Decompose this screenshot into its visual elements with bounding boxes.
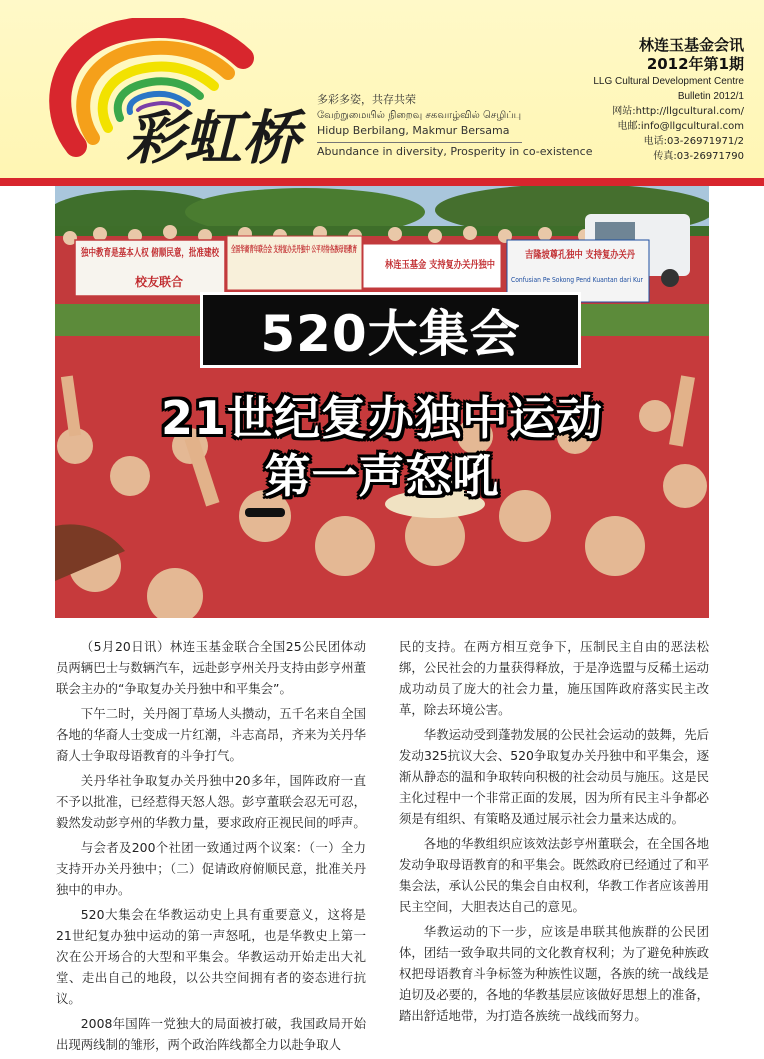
article-column-right xyxy=(399,636,709,1030)
tagline-chinese: 多彩多姿，共存共荣 xyxy=(317,93,416,106)
headline: 520大集会 xyxy=(260,305,521,363)
article-column-left xyxy=(56,636,366,1059)
publication-info xyxy=(593,36,744,164)
phone-number: 电话:03-26971971/2 xyxy=(643,136,744,147)
paragraph: 2008年国阵一党独大的局面被打破，我国政局开始出现两线制的雏形，两个政治阵线都全力以赴争取人 xyxy=(56,1016,366,1052)
paragraph: 与会者及200个社团一致通过两个议案：（一）全力支持开办关丹独中；（二）促请政府俯顺民意，批准关丹独中的申办。 xyxy=(56,840,366,897)
paragraph: 华教运动受到蓬勃发展的公民社会运动的鼓舞，先后发动325抗议大会、520争取复办关丹独中和平集会，逐渐从静态的温和争取转向积极的社会动员与施压。这是民主化过程中一个非常正面的发展，因为所有民主斗争都必须是有组织、有策略及通过展示社会力量来达成的。 xyxy=(399,727,709,826)
tagline-tamil: வேற்றுமையில் நிறைவு சகவாழ்வில் செழிப்பு xyxy=(317,109,522,121)
issue-number: 2012年第1期 xyxy=(646,55,744,73)
website-link[interactable]: 网站:http://llgcultural.com/ xyxy=(612,106,744,117)
headline-box xyxy=(200,292,581,368)
paragraph: 关丹华社争取复办关丹独中20多年，国阵政府一直不予以批准，已经惹得天怒人怨。彭亨董联会忍无可忍，毅然发动彭亨州的华教力量，要求政府正视民间的呼声。 xyxy=(56,773,366,830)
logo-text: 彩虹桥 xyxy=(126,104,301,172)
tagline-malay: Hidup Berbilang, Makmur Bersama xyxy=(317,124,510,137)
header-rule xyxy=(0,178,764,186)
banner-5: 吉隆坡尊孔独中 支持复办关丹 xyxy=(525,250,659,261)
fax-number: 传真:03-26971790 xyxy=(653,151,744,162)
tagline-divider xyxy=(317,142,522,143)
email-link[interactable]: 电邮:info@llgcultural.com xyxy=(617,121,744,132)
paragraph: 下午二时，关丹阁丁草场人头攒动，五千名来自全国各地的华裔人士变成一片红潮，斗志高昂，齐来为关丹华裔人士争取母语教育的斗争打气。 xyxy=(56,706,366,763)
rainbow-logo xyxy=(38,18,308,183)
paragraph: 华教运动的下一步，应该是串联其他族群的公民团体，团结一致争取共同的文化教育权利；为了避免种族政权把母语教育斗争标签为种族性议题，各族的统一战线是迫切及必要的，各地的华教基层应该做好思想上的准备，踏出舒适地带，为打造各族统一战线而努力。 xyxy=(399,924,709,1023)
centre-name: LLG Cultural Development Centre xyxy=(593,76,744,87)
banner-6: Confusian Pe Sokong Pend Kuantan dari Kur xyxy=(511,276,644,284)
banner-4: 林连玉基金 支持复办关丹独中 xyxy=(385,260,519,271)
subhead-line-2: 第一声怒吼 xyxy=(264,449,500,503)
tagline-english: Abundance in diversity, Prosperity in co-existence xyxy=(317,144,593,158)
paragraph: 各地的华教组织应该效法彭亨州董联会，在全国各地发动争取母语教育的和平集会。既然政府已经通过了和平集会法，承认公民的集会自由权利，华教工作者应该善用民主空间，大胆表达自己的意见。 xyxy=(399,836,709,914)
banner-2: 校友联合 xyxy=(135,275,184,289)
bulletin-label: Bulletin 2012/1 xyxy=(677,91,744,102)
cover-photo xyxy=(55,186,709,618)
paragraph: 520大集会在华教运动史上具有重要意义，这将是21世纪复办独中运动的第一声怒吼，也是华教史上第一次在公开场合的大型和平集会。华教运动开始走出大礼堂、走出自己的地段，以公共空间拥有者的姿态进行抗议。 xyxy=(56,907,366,1006)
publisher-name: 林连玉基金会讯 xyxy=(638,36,744,54)
subhead-line-1: 21世纪复办独中运动 xyxy=(160,391,603,445)
paragraph: 民的支持。在两方相互竞争下，压制民主自由的恶法松绑，公民社会的力量获得释放，于是净选盟与反稀土运动成功动员了庞大的社会力量，施压国阵政府落实民主改革，除去环境公害。 xyxy=(399,639,709,717)
taglines xyxy=(317,92,593,159)
banner-3: 全国华裔青年联合会 支持复办关丹独中 公平对待各族母语教育 xyxy=(231,245,467,255)
paragraph: （5月20日讯）林连玉基金联合全国25公民团体动员两辆巴士与数辆汽车，远赴彭亨州关丹支持由彭亨州董联会主办的“争取复办关丹独中和平集会”。 xyxy=(56,639,366,696)
banner-1: 独中教育是基本人权 俯顺民意，批准建校 xyxy=(81,248,265,259)
